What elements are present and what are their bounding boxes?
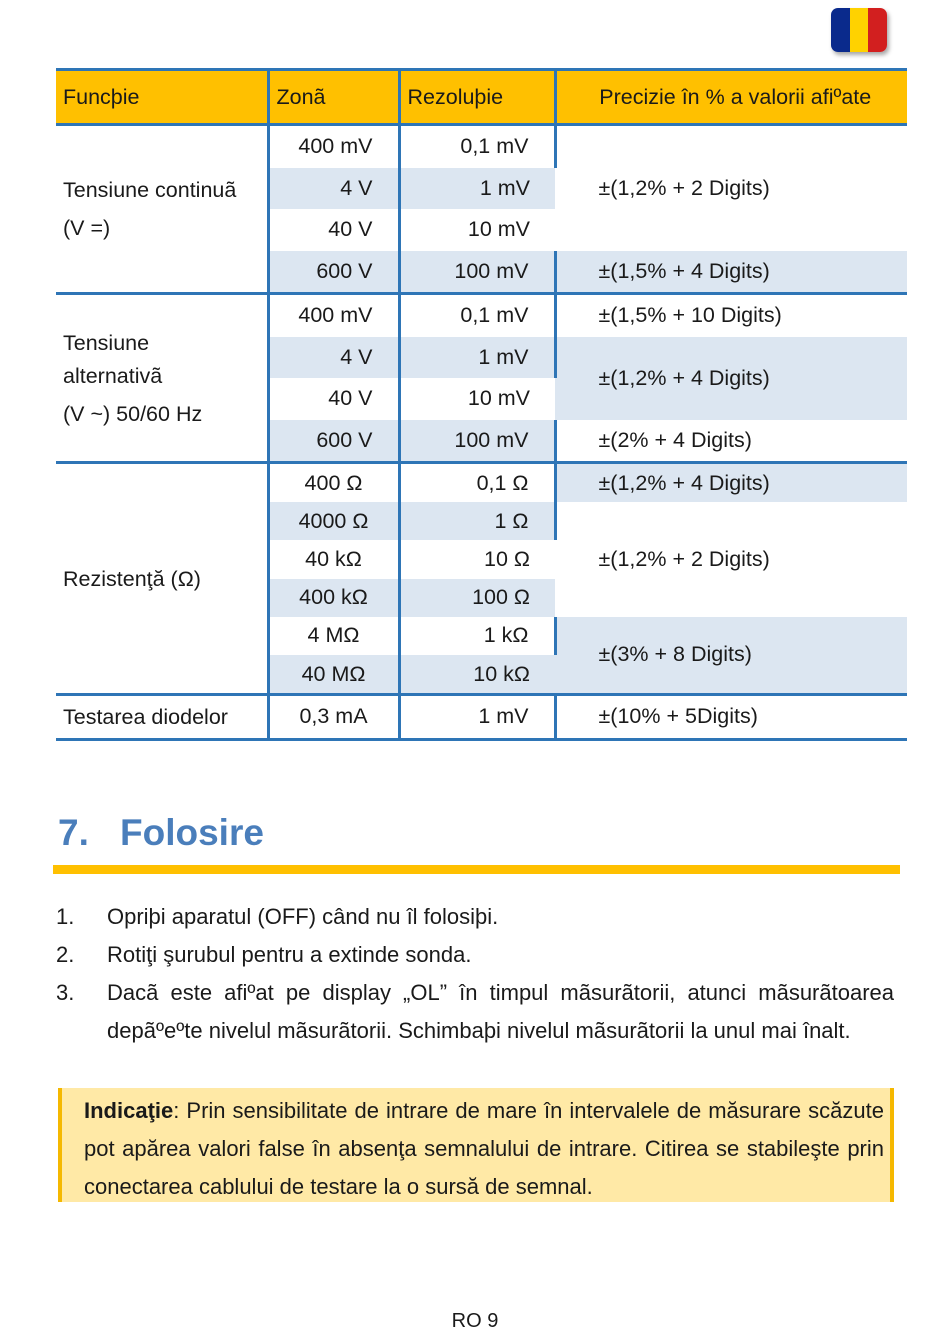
function-ac-line2: alternativã — [63, 364, 163, 388]
list-item-number: 3. — [56, 980, 75, 1005]
zone-cell: 400 Ω — [268, 463, 399, 503]
flag-stripe-yellow — [850, 8, 869, 52]
flag-stripe-red — [868, 8, 887, 52]
list-item-number: 2. — [56, 942, 75, 967]
specifications-table — [56, 68, 907, 741]
header-function: Funcþie — [56, 70, 268, 125]
resolution-cell: 0,1 Ω — [399, 463, 555, 503]
table-row — [56, 463, 907, 503]
function-dc-line1: Tensiune continuã — [63, 178, 237, 202]
zone-cell: 40 MΩ — [268, 655, 399, 695]
resolution-cell: 0,1 mV — [399, 125, 555, 168]
resolution-cell: 100 Ω — [399, 579, 555, 617]
resolution-cell: 10 kΩ — [399, 655, 555, 695]
usage-steps-list — [56, 898, 894, 1050]
resolution-cell: 1 Ω — [399, 502, 555, 540]
section-title — [58, 812, 264, 854]
precision-cell: ±(1,2% + 2 Digits) — [598, 546, 770, 571]
list-item — [56, 898, 894, 936]
section-title-text: Folosire — [120, 812, 264, 853]
resolution-cell: 1 mV — [399, 337, 555, 379]
zone-cell: 4000 Ω — [268, 502, 399, 540]
resolution-cell: 1 mV — [399, 695, 555, 740]
function-ac-line3: (V ~) 50/60 Hz — [63, 402, 203, 426]
resolution-cell: 100 mV — [399, 251, 555, 294]
note-box — [58, 1088, 894, 1202]
header-zone: Zonã — [268, 70, 399, 125]
resolution-cell: 100 mV — [399, 420, 555, 463]
resolution-cell: 0,1 mV — [399, 294, 555, 337]
table-row — [56, 125, 907, 168]
section-divider — [53, 865, 900, 874]
precision-cell: ±(1,2% + 2 Digits) — [598, 175, 770, 200]
section-number: 7. — [58, 812, 89, 853]
zone-cell: 400 mV — [268, 294, 399, 337]
zone-cell: 400 kΩ — [268, 579, 399, 617]
resolution-cell: 10 mV — [467, 217, 530, 242]
list-item — [56, 974, 894, 1050]
zone-cell: 4 V — [268, 337, 399, 379]
resolution-cell: 10 Ω — [484, 546, 530, 571]
zone-cell: 4 V — [268, 168, 399, 210]
list-item-number: 1. — [56, 904, 75, 929]
note-text: : Prin sensibilitate de intrare de mare în intervalele de măsurare scăzute pot apărea valori false în absenţa semnalului de intrare. Citirea se stabileşte prin conectarea cablului de testare la o sursă de semnal. — [84, 1098, 884, 1199]
zone-cell: 4 MΩ — [268, 617, 399, 655]
precision-cell: ±(2% + 4 Digits) — [555, 420, 907, 463]
function-ac-voltage — [56, 294, 268, 463]
table-header-row — [56, 70, 907, 125]
resolution-cell: 1 mV — [399, 168, 555, 210]
function-dc-voltage — [56, 125, 268, 294]
precision-cell: ±(1,2% + 4 Digits) — [555, 337, 907, 420]
precision-cell: ±(1,2% + 4 Digits) — [555, 463, 907, 503]
function-ac-line1: Tensiune — [63, 331, 150, 355]
zone-cell: 0,3 mA — [268, 695, 399, 740]
list-item-text: Rotiţi şurubul pentru a extinde sonda. — [107, 942, 472, 967]
zone-cell: 600 V — [268, 420, 399, 463]
function-dc-line2: (V =) — [63, 216, 111, 240]
table-row — [56, 695, 907, 740]
romanian-flag-icon — [831, 8, 887, 52]
function-resistance: Rezistenţă (Ω) — [56, 463, 268, 695]
zone-cell: 40 V — [268, 378, 399, 420]
resolution-cell: 10 mV — [467, 386, 530, 411]
resolution-cell: 1 kΩ — [399, 617, 555, 655]
zone-cell: 600 V — [268, 251, 399, 294]
list-item — [56, 936, 894, 974]
flag-stripe-blue — [831, 8, 850, 52]
list-item-text: Opriþi aparatul (OFF) când nu îl folosiþi. — [107, 904, 499, 929]
zone-cell: 40 V — [268, 209, 399, 251]
function-diode-test: Testarea diodelor — [56, 695, 268, 740]
precision-cell: ±(1,5% + 10 Digits) — [598, 303, 782, 328]
precision-cell: ±(3% + 8 Digits) — [555, 617, 907, 695]
zone-cell: 40 kΩ — [268, 540, 399, 578]
zone-cell: 400 mV — [268, 125, 399, 168]
header-precision: Precizie în % a valorii afiºate — [555, 70, 907, 125]
precision-cell: ±(10% + 5Digits) — [555, 695, 907, 740]
header-resolution: Rezoluþie — [399, 70, 555, 125]
precision-cell: ±(1,5% + 4 Digits) — [555, 251, 907, 294]
list-item-text: Dacã este afiºat pe display „OL” în timpul mãsurãtorii, atunci mãsurãtoarea depãºeºte nivelul mãsurãtorii. Schimbaþi nivelul mãsurãtorii la unul mai înalt. — [107, 980, 894, 1043]
page-number: RO 9 — [451, 1310, 499, 1332]
table-row — [56, 294, 907, 337]
note-label: Indicaţie — [84, 1098, 174, 1123]
